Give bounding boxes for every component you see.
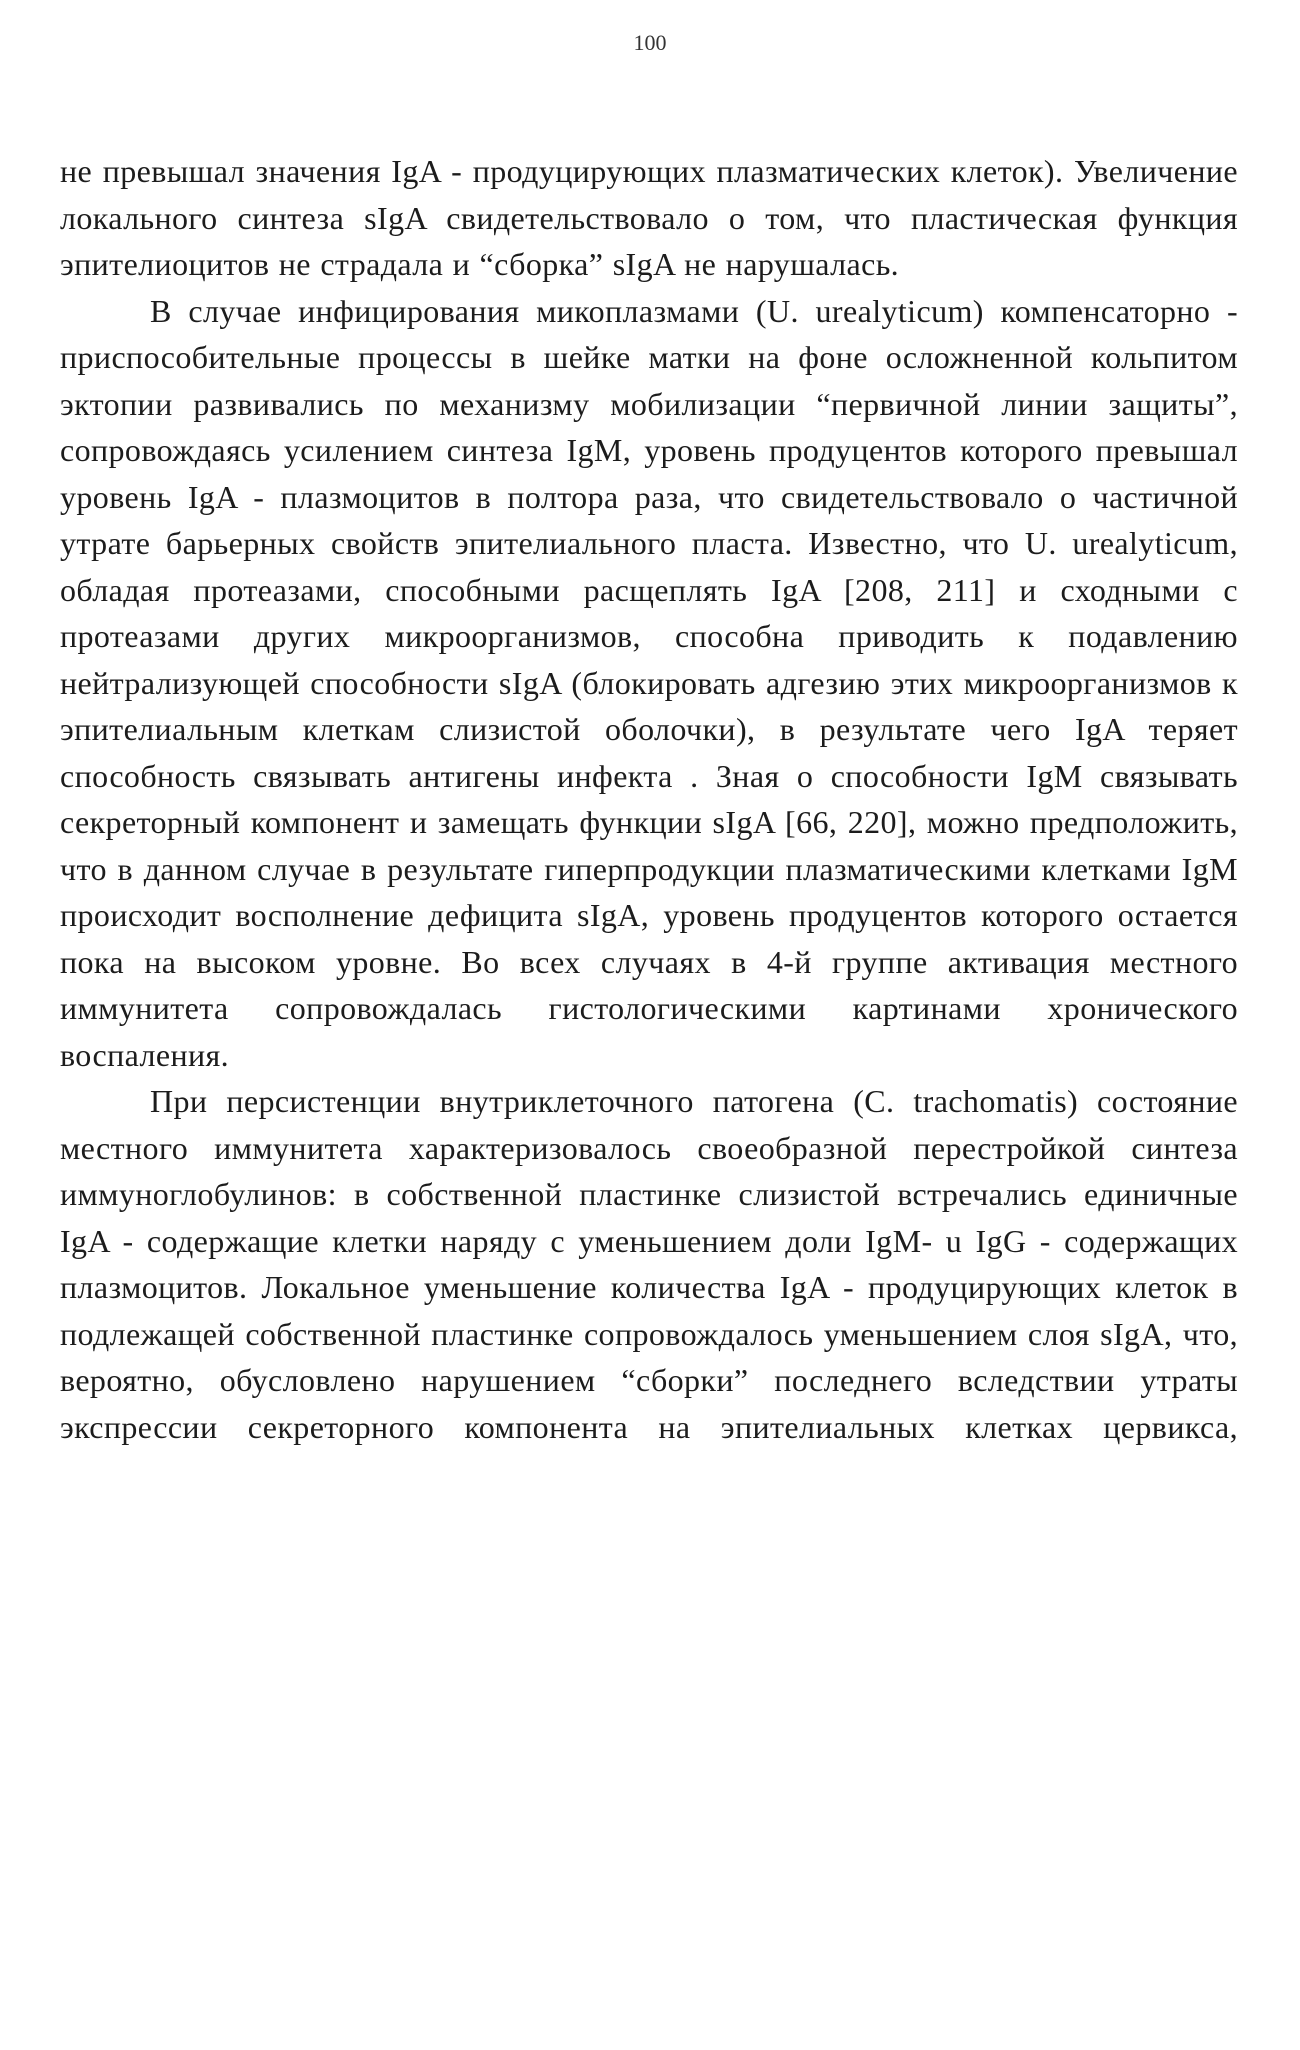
paragraph-mycoplasma: В случае инфицирования микоплазмами (U. urealyticum) компенсаторно - приспособительные процессы в шейке матки на фоне осложненной кольпитом эктопии развивались по механизму мобилизации “первичной линии защиты”, сопровождаясь усилением синтеза IgM, уровень продуцентов которого превышал уровень IgA - плазмоцитов в полтора раза, что свидетельствовало о частичной утрате барьерных свойств эпителиального пласта. Известно, что U. urealyticum, обладая протеазами, способными расщеплять IgA [208, 211] и сходными с протеазами других микроорганизмов, способна приводить к подавлению нейтрализующей способности sIgA (блокировать адгезию этих микроорганизмов к эпителиальным клеткам слизистой оболочки), в результате чего IgA теряет способность связывать антигены инфекта . Зная о способности IgM связывать секреторный компонент и замещать функции sIgA [66, 220], можно предположить, что в данном случае в результате гиперпродукции плазматическими клетками IgM происходит восполнение дефицита sIgA, уровень продуцентов которого остается пока на высоком уровне. Во всех случаях в 4-й группе активация местного иммунитета сопровождалась гистологическими картинами хронического воспаления. — [60, 292, 1238, 1073]
paragraph-chlamydia: При персистенции внутриклеточного патогена (C. trachomatis) состояние местного иммунитета характеризовалось своеобразной перестройкой синтеза иммуноглобулинов: в собственной пластинке слизистой встречались единичные IgA - содержащие клетки наряду с уменьшением доли IgM- u IgG - содержащих плазмоцитов. Локальное уменьшение количества IgA - продуцирующих клеток в подлежащей собственной пластинке сопровождалось уменьшением слоя sIgA, что, вероятно, обусловлено нарушением “сборки” последнего вследствии утраты экспрессии секреторного компонента на эпителиальных клетках цервикса, — [60, 1083, 1238, 1445]
page-number: 100 — [633, 30, 667, 55]
body-text — [60, 148, 1238, 1450]
paragraph-continuation: не превышал значения IgA - продуцирующих плазматических клеток). Увеличение локального синтеза sIgA свидетельствовало о том, что пластическая функция эпителиоцитов не страдала и “сборка” sIgA не нарушалась. — [60, 153, 1238, 282]
